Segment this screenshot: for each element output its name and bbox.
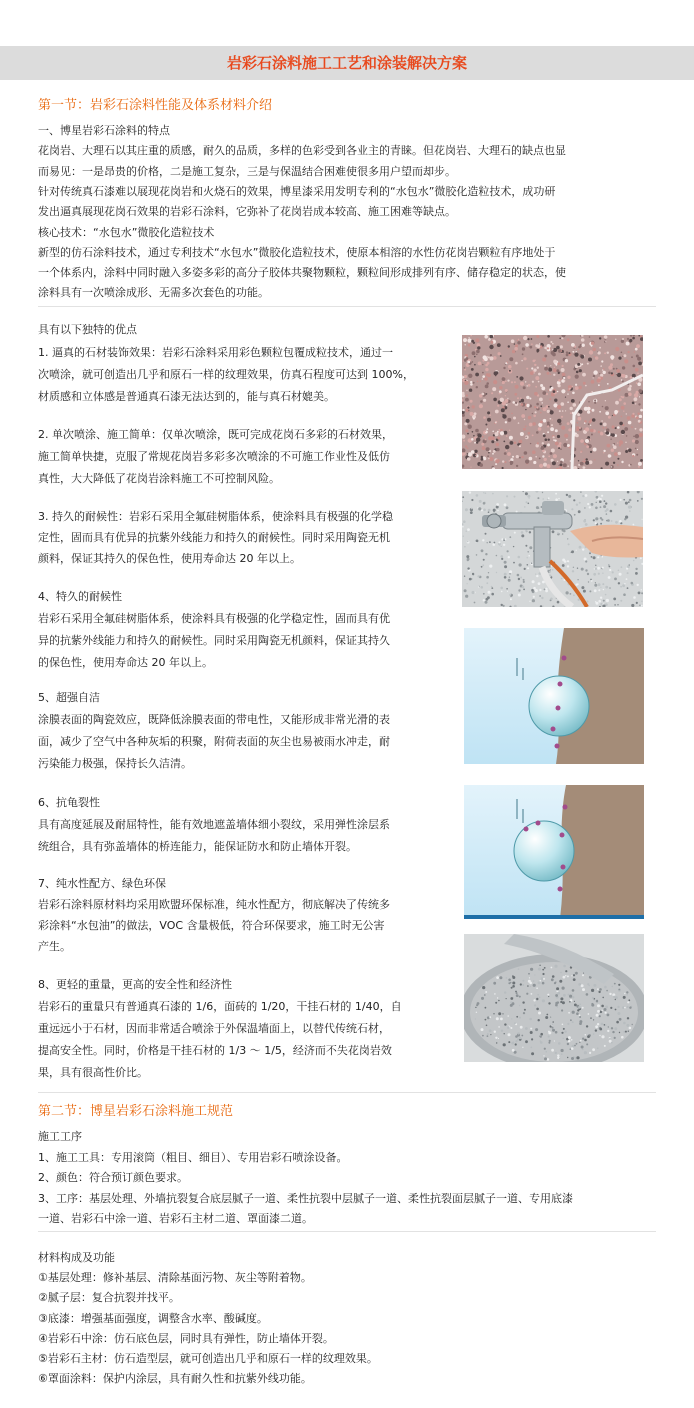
advantage-line: 施工简单快捷，克服了常规花岗岩多彩多次喷涂的不可施工作业性及低仿 [38,450,390,463]
advantage-line: 次喷涂，就可创造出几乎和原石一样的纹理效果，仿真石程度可达到 100%， [38,368,414,381]
intro-line: 一个体系内，涂料中同时融入多姿多彩的高分子胶体共聚物颗粒，颗粒间形成排列有序、储存稳定的状态，使 [38,266,566,280]
advantage-line: 面，减少了空气中各种灰垢的积聚，附荷表面的灰尘也易被雨水冲走，耐 [38,735,390,748]
intro-line: 花岗岩、大理石以其庄重的质感，耐久的品质，多样的色彩受到各业主的青睐。但花岗岩、大理石的缺点也显 [38,144,566,158]
advantage-line: 材质感和立体感是普通真石漆无法达到的，能与真石材媲美。 [38,390,335,403]
advantage-line: 颜料，保证其持久的保色性，使用寿命达 20 年以上。 [38,552,301,565]
advantage-line: 2. 单次喷涂、施工简单：仅单次喷涂，既可完成花岗石多彩的石材效果， [38,428,393,441]
material-line: 材料构成及功能 [38,1251,115,1264]
advantage-line: 7、纯水性配方、绿色环保 [38,877,166,890]
advantage-line: 的保色性，使用寿命达 20 年以上。 [38,656,213,669]
spray-gun-photo [462,491,643,607]
advantage-line: 重远远小于石材，因而非常适合喷涂于外保温墙面上，以替代传统石材， [38,1022,390,1035]
intro-line: 针对传统真石漆难以展现花岗岩和火烧石的效果，博星漆采用发明专利的“水包水”微胶化造粒技术，成功研 [38,184,556,198]
section2-title: 第二节：博星岩彩石涂料施工规范 [38,1104,234,1119]
process-line: 2、颜色：符合预订颜色要求。 [38,1171,188,1184]
advantage-line: 8、更轻的重量，更高的安全性和经济性 [38,978,232,991]
advantage-line: 岩彩石的重量只有普通真石漆的 1/6，面砖的 1/20，干挂石材的 1/40，自 [38,1000,402,1013]
divider [38,1231,656,1232]
advantage-line: 具有高度延展及耐屈特性，能有效地遮盖墙体细小裂纹，采用弹性涂层系 [38,818,390,831]
advantage-line: 3. 持久的耐候性：岩彩石采用全氟硅树脂体系，使涂料具有极强的化学稳 [38,510,393,523]
process-line: 一道、岩彩石中涂一道、岩彩石主材二道、罩面漆二道。 [38,1212,313,1225]
process-line: 3、工序：基层处理、外墙抗裂复合底层腻子一道、柔性抗裂中层腻子一道、柔性抗裂面层腻子一道、专用底漆 [38,1191,573,1205]
process-line: 1、施工工具：专用滚筒（粗目、细目）、专用岩彩石喷涂设备。 [38,1150,348,1164]
intro-line: 核心技术：“水包水”微胶化造粒技术 [38,225,215,239]
intro-line: 涂料具有一次喷涂成形、无需多次套色的功能。 [38,286,269,300]
advantage-line: 彩涂料“水包油”的做法，VOC 含量极低，符合环保要求，施工时无公害 [38,919,385,932]
advantage-line: 岩彩石涂料原材料均采用欧盟环保标准，纯水性配方，彻底解决了传统多 [38,898,390,911]
page-title-banner [0,46,694,80]
advantage-line: 6、抗龟裂性 [38,796,100,809]
advantage-line: 1. 逼真的石材装饰效果：岩彩石涂料采用彩色颗粒包覆成粒技术，通过一 [38,346,393,359]
advantage-line: 定性，固而具有优异的抗紫外线能力和持久的耐候性。同时采用陶瓷无机 [38,531,390,544]
material-line: ①基层处理：修补基层、清除基面污物、灰尘等附着物。 [38,1271,312,1285]
divider [38,1092,656,1093]
page-title: 岩彩石涂料施工工艺和涂装解决方案 [226,54,467,72]
advantage-line: 产生。 [38,940,71,953]
section1-title: 第一节：岩彩石涂料性能及体系材料介绍 [38,98,273,113]
advantage-line: 岩彩石采用全氟硅树脂体系，使涂料具有极强的化学稳定性，固而具有优 [38,612,390,625]
material-line: ④岩彩石中涂：仿石底色层，同时具有弹性，防止墙体开裂。 [38,1331,334,1345]
intro-line: 而易见：一是昂贵的价格，二是施工复杂，三是与保温结合困难使很多用户望而却步。 [38,164,456,178]
advantage-line: 污染能力极强，保持长久洁清。 [38,757,192,770]
advantage-line: 统组合，具有弥盖墙体的桥连能力，能保证防水和防止墙体开裂。 [38,840,357,853]
granite-texture-photo [462,335,643,469]
advantage-line: 涂膜表面的陶瓷效应，既降低涂膜表面的带电性，又能形成非常光滑的表 [38,713,390,726]
advantage-line: 真性，大大降低了花岗岩涂料施工不可控制风险。 [38,472,280,485]
advantage-line: 异的抗紫外线能力和持久的耐候性。同时采用陶瓷无机颜料，保证其持久 [38,634,390,647]
advantage-line: 4、特久的耐候性 [38,590,122,603]
intro-line: 新型的仿石涂料技术，通过专利技术“水包水”微胶化造粒技术，使原本相溶的水性仿花岗岩颗粒有序地处于 [38,245,556,259]
advantage-line: 5、超强自洁 [38,691,100,704]
material-line: ⑥罩面涂料：保护内涂层，具有耐久性和抗紫外线功能。 [38,1372,312,1386]
advantage-line: 果，具有很高性价比。 [38,1066,148,1079]
anti-crack-droplet-diagram [464,785,644,919]
advantage-line: 提高安全性。同时，价格是干挂石材的 1/3 ～ 1/5，经济而不失花岗岩效 [38,1044,392,1057]
intro-line: 发出逼真展现花岗石效果的岩彩石涂料，它弥补了花岗岩成本较高、施工困难等缺点。 [38,205,456,219]
intro-line: 一、博星岩彩石涂料的特点 [38,124,170,137]
advantages-title: 具有以下独特的优点 [38,323,137,336]
process-line: 施工工序 [38,1130,82,1143]
material-line: ③底漆：增强基面强度，调整含水率、酸碱度。 [38,1311,268,1325]
self-clean-droplet-diagram [464,628,644,764]
divider [38,306,656,307]
paint-bucket-photo [464,934,644,1062]
material-line: ⑤岩彩石主材：仿石造型层，就可创造出几乎和原石一样的纹理效果。 [38,1352,378,1365]
material-line: ②腻子层：复合抗裂并找平。 [38,1291,180,1305]
